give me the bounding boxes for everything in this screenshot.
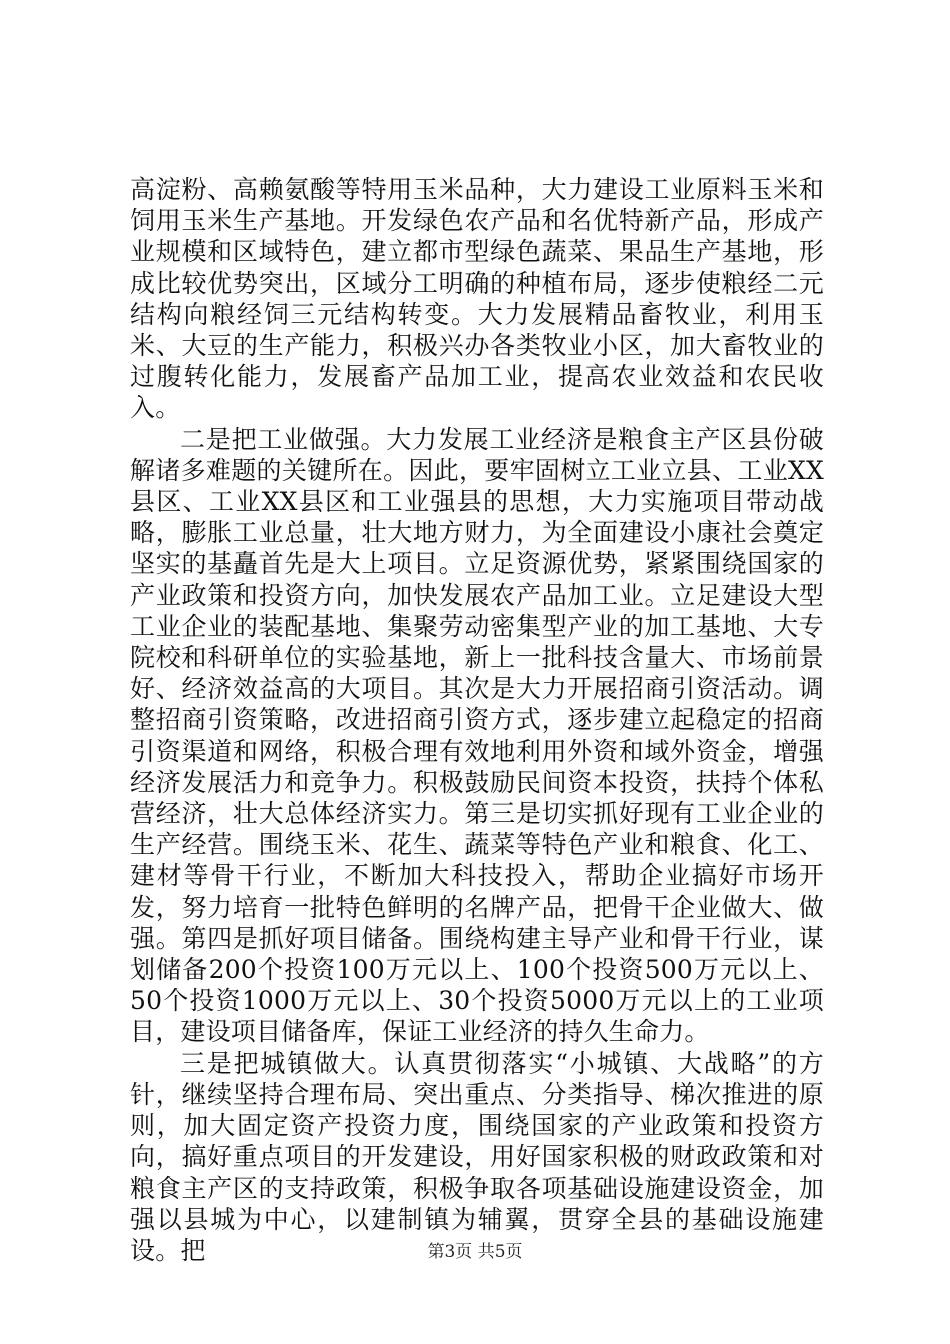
page-number-footer: 第3页 共5页 <box>427 1242 523 1262</box>
paragraph-industry: 二是把工业做强。大力发展工业经济是粮食主产区县份破解诸多难题的关键所在。因此，要牢固树立工业立县、工业XX县区、工业XX县区和工业强县的思想，大力实施项目带动战略，膨胀工业总量，壮大地方财力，为全面建设小康社会奠定坚实的基矗首先是大上项目。立足资源优势，紧紧围绕国家的产业政策和投资方向，加快发展农产品加工业。立足建设大型工业企业的装配基地、集聚劳动密集型产业的加工基地、大专院校和科研单位的实验基地，新上一批科技含量大、市场前景好、经济效益高的大项目。其次是大力开展招商引资活动。调整招商引资策略，改进招商引资方式，逐步建立起稳定的招商引资渠道和网络，积极合理有效地利用外资和域外资金，增强经济发展活力和竞争力。积极鼓励民间资本投资，扶持个体私营经济，壮大总体经济实力。第三是切实抓好现有工业企业的生产经营。围绕玉米、花生、蔬菜等特色产业和粮食、化工、建材等骨干行业，不断加大科技投入，帮助企业搞好市场开发，努力培育一批特色鲜明的名牌产品，把骨干企业做大、做强。第四是抓好项目储备。围绕构建主导产业和骨干行业，谋划储备200个投资100万元以上、100个投资500万元以上、50个投资1000万元以上、30个投资5000万元以上的工业项目，建设项目储备库，保证工业经济的持久生命力。 <box>130 424 824 1047</box>
paragraph-agriculture: 高淀粉、高赖氨酸等特用玉米品种，大力建设工业原料玉米和饲用玉米生产基地。开发绿色农产品和名优特新产品，形成产业规模和区域特色，建立都市型绿色蔬菜、果品生产基地，形成比较优势突出，区域分工明确的种植布局，逐步使粮经二元结构向粮经饲三元结构转变。大力发展精品畜牧业，利用玉米、大豆的生产能力，积极兴办各类牧业小区，加大畜牧业的过腹转化能力，发展畜产品加工业，提高农业效益和农民收入。 <box>130 175 824 423</box>
paragraph-towns: 三是把城镇做大。认真贯彻落实“小城镇、大战略”的方针，继续坚持合理布局、突出重点、分类指导、梯次推进的原则，加大固定资产投资力度，围绕国家的产业政策和投资方向，搞好重点项目的开发建设，用好国家积极的财政政策和对粮食主产区的支持政策，积极争取各项基础设施建设资金，加强以县城为中心，以建制镇为辅翼，贯穿全县的基础设施建设。把 <box>130 1048 824 1265</box>
document-body <box>130 174 824 1266</box>
